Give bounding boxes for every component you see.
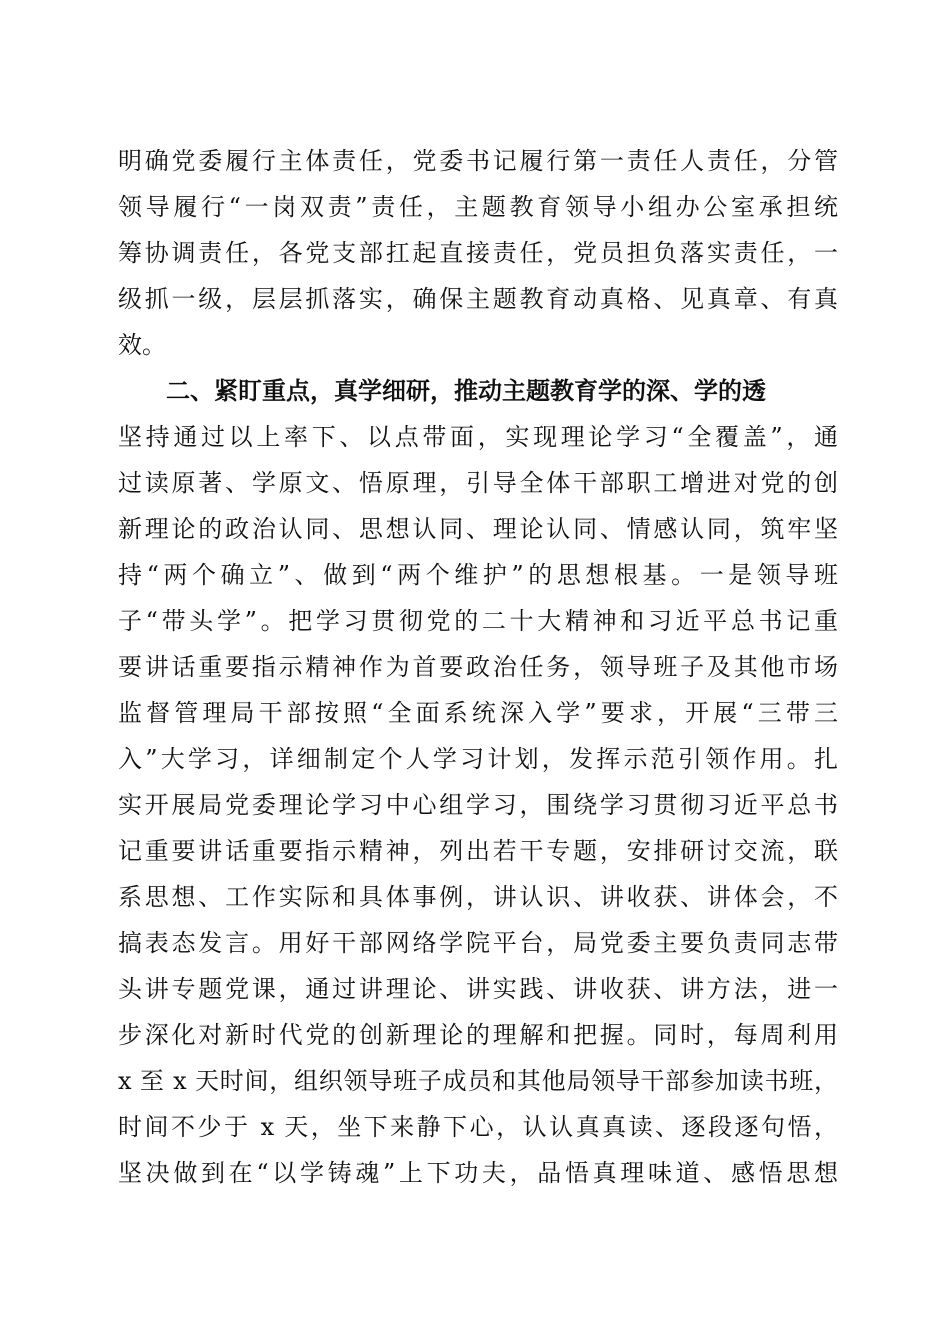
text-line: 记重要讲话重要指示精神，列出若干专题，安排研讨交流，联: [118, 837, 838, 865]
text-line: 级抓一级，层层抓落实，确保主题教育动真格、见真章、有真: [118, 285, 838, 313]
text-line: 实开展局党委理论学习中心组学习，围绕学习贯彻习近平总书: [118, 791, 838, 819]
text-line: 监督管理局干部按照“全面系统深入学”要求，开展“三带三: [118, 699, 838, 727]
text-line: x 至 x 天时间，组织领导班子成员和其他局领导干部参加读书班，: [118, 1067, 838, 1095]
text-line: 系思想、工作实际和具体事例，讲认识、讲收获、讲体会，不: [118, 883, 838, 911]
text-line: 子“带头学”。把学习贯彻党的二十大精神和习近平总书记重: [118, 607, 838, 635]
text-line: 要讲话重要指示精神作为首要政治任务，领导班子及其他市场: [118, 653, 838, 681]
text-line: 步深化对新时代党的创新理论的理解和把握。同时，每周利用: [118, 1021, 838, 1049]
text-line: 坚决做到在“以学铸魂”上下功夫，品悟真理味道、感悟思想: [118, 1159, 838, 1187]
section-heading: 二、紧盯重点，真学细研，推动主题教育学的深、学的透: [166, 376, 766, 405]
text-line: 坚持通过以上率下、以点带面，实现理论学习“全覆盖”，通: [118, 423, 838, 451]
text-line: 入”大学习，详细制定个人学习计划，发挥示范引领作用。扎: [118, 745, 838, 773]
text-line: 头讲专题党课，通过讲理论、讲实践、讲收获、讲方法，进一: [118, 975, 838, 1003]
text-line: 领导履行“一岗双责”责任，主题教育领导小组办公室承担统: [118, 193, 838, 221]
text-line: 过读原著、学原文、悟原理，引导全体干部职工增进对党的创: [118, 469, 838, 497]
text-line: 筹协调责任，各党支部扛起直接责任，党员担负落实责任，一: [118, 239, 838, 267]
text-line: 效。: [118, 331, 166, 359]
text-line: 时间不少于 x 天，坐下来静下心，认认真真读、逐段逐句悟，: [118, 1113, 838, 1141]
text-line: 搞表态发言。用好干部网络学院平台，局党委主要负责同志带: [118, 929, 838, 957]
text-line: 明确党委履行主体责任，党委书记履行第一责任人责任，分管: [118, 147, 838, 175]
text-line: 新理论的政治认同、思想认同、理论认同、情感认同，筑牢坚: [118, 515, 838, 543]
text-line: 持“两个确立”、做到“两个维护”的思想根基。一是领导班: [118, 561, 838, 589]
